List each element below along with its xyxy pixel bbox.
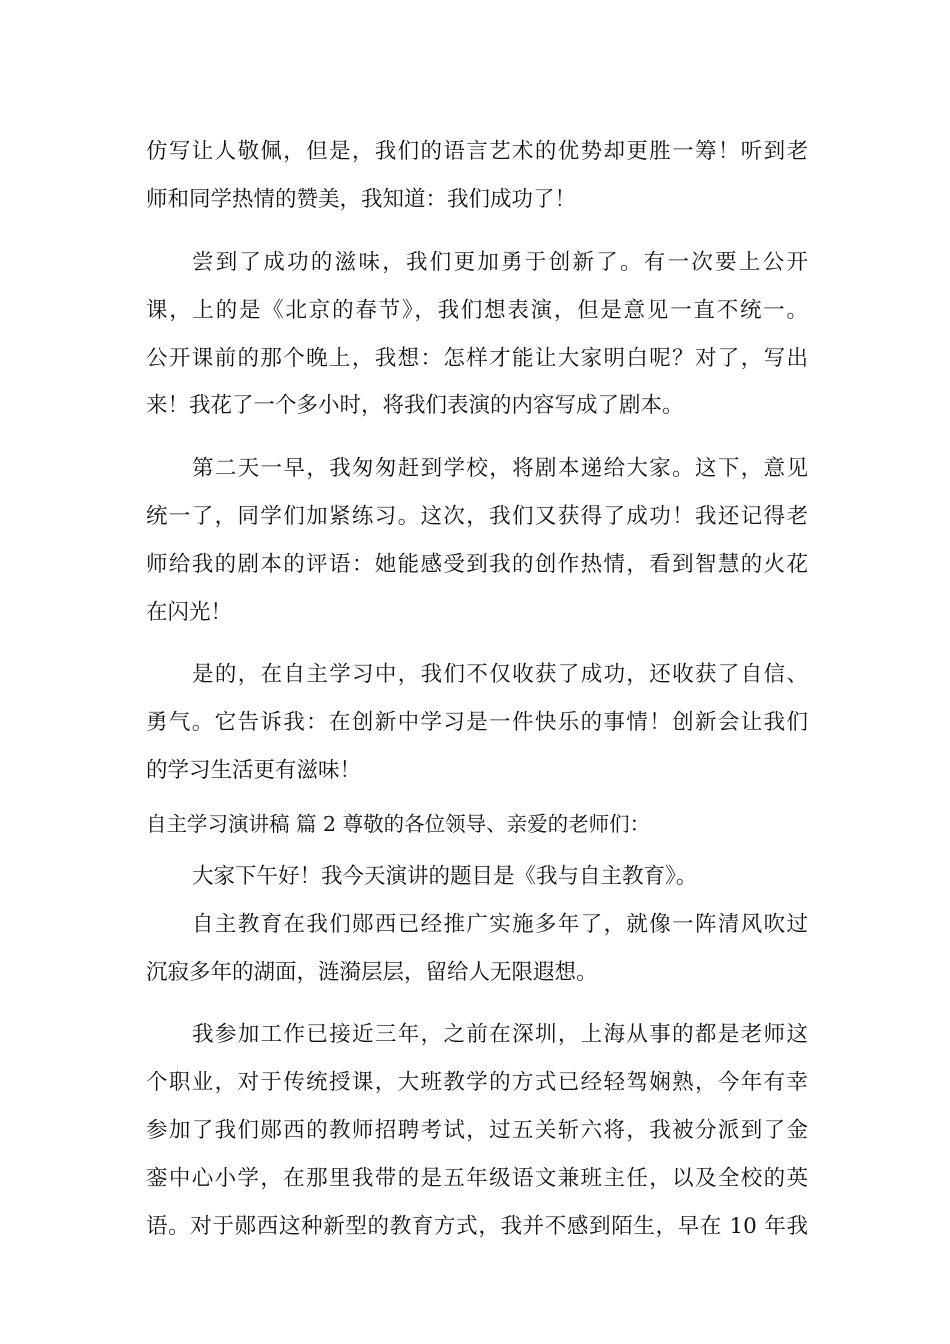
text-line-4: 课，上的是《北京的春节》，我们想表演，但是意见一直不统一。 <box>146 298 808 323</box>
text-line-11: 是的，在自主学习中，我们不仅收获了成功，还收获了自信、 <box>192 662 808 687</box>
text-line-21: 銮中心小学，在那里我带的是五年级语文兼班主任，以及全校的英 <box>146 1166 808 1191</box>
text-line-1: 仿写让人敬佩，但是，我们的语言艺术的优势却更胜一筹！听到老 <box>146 139 808 164</box>
text-line-16: 自主教育在我们郧西已经推广实施多年了，就像一阵清风吹过 <box>192 912 808 937</box>
text-line-12: 勇气。它告诉我：在创新中学习是一件快乐的事情！创新会让我们 <box>146 710 808 735</box>
text-line-13: 的学习生活更有滋味！ <box>146 758 362 783</box>
text-line-10: 在闪光！ <box>146 600 233 625</box>
text-line-6: 来！我花了一个多小时，将我们表演的内容写成了剧本。 <box>146 393 684 418</box>
text-line-3: 尝到了成功的滋味，我们更加勇于创新了。有一次要上公开 <box>192 250 808 275</box>
text-line-20: 参加了我们郧西的教师招聘考试，过五关斩六将，我被分派到了金 <box>146 1118 808 1143</box>
text-line-15: 大家下午好！我今天演讲的题目是《我与自主教育》。 <box>192 864 698 889</box>
text-line-22: 语。对于郧西这种新型的教育方式，我并不感到陌生，早在 10 年我 <box>146 1214 808 1239</box>
text-line-19: 个职业，对于传统授课，大班教学的方式已经轻驾娴熟，今年有幸 <box>146 1070 808 1095</box>
text-line-8: 统一了，同学们加紧练习。这次，我们又获得了成功！我还记得老 <box>146 504 808 529</box>
text-line-7: 第二天一早，我匆匆赶到学校，将剧本递给大家。这下，意见 <box>192 456 808 481</box>
text-line-17: 沉寂多年的湖面，涟漪层层，留给人无限遐想。 <box>146 960 598 985</box>
text-line-2: 师和同学热情的赞美，我知道：我们成功了！ <box>146 187 577 212</box>
text-line-18: 我参加工作已接近三年，之前在深圳，上海从事的都是老师这 <box>192 1022 808 1047</box>
section-heading-line: 自主学习演讲稿 篇 2 尊敬的各位领导、亲爱的老师们： <box>146 812 651 836</box>
text-line-9: 师给我的剧本的评语：她能感受到我的创作热情，看到智慧的火花 <box>146 552 808 577</box>
text-line-5: 公开课前的那个晚上，我想：怎样才能让大家明白呢？对了，写出 <box>146 346 808 371</box>
